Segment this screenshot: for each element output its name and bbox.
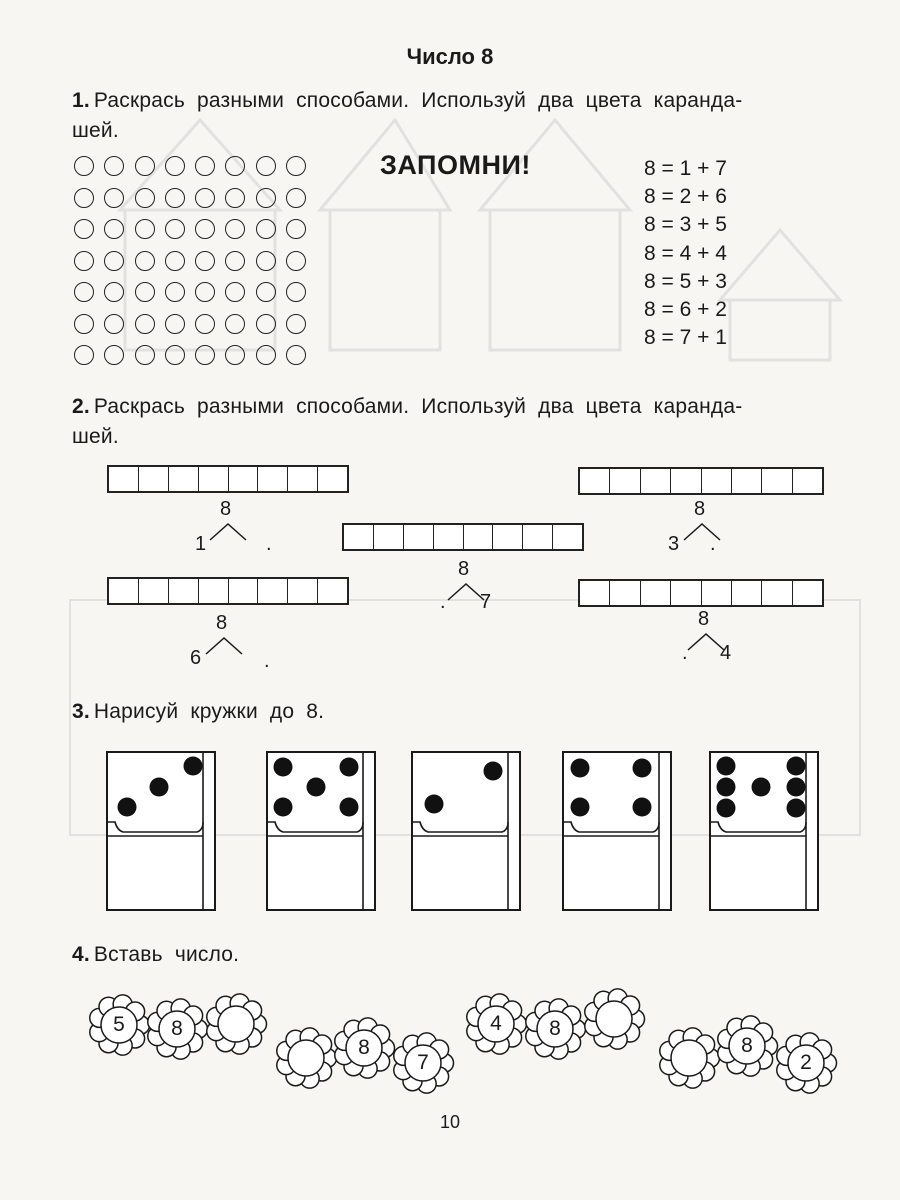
equation: 8 = 2 + 6 bbox=[644, 185, 727, 209]
coloring-circle[interactable] bbox=[256, 188, 276, 208]
coloring-circle[interactable] bbox=[74, 314, 94, 334]
number-tree bbox=[190, 498, 280, 558]
tree-whole: 8 bbox=[694, 498, 706, 520]
coloring-circle[interactable] bbox=[74, 156, 94, 176]
remember-heading: ЗАПОМНИ! bbox=[380, 150, 531, 180]
coloring-circle[interactable] bbox=[104, 282, 124, 302]
equation: 8 = 3 + 5 bbox=[644, 213, 727, 237]
tree-part-right: 7 bbox=[480, 591, 492, 613]
color-strip[interactable] bbox=[107, 577, 349, 605]
task-1-instruction bbox=[72, 86, 742, 146]
coloring-circle[interactable] bbox=[256, 251, 276, 271]
coloring-circle[interactable] bbox=[195, 345, 215, 365]
coloring-circle[interactable] bbox=[225, 156, 245, 176]
tree-part-left[interactable]: . bbox=[440, 591, 446, 613]
task-2-number: 2. bbox=[72, 395, 90, 418]
flower[interactable] bbox=[390, 1030, 456, 1096]
coloring-circle[interactable] bbox=[225, 314, 245, 334]
coloring-circle[interactable] bbox=[104, 156, 124, 176]
tree-whole: 8 bbox=[216, 612, 228, 634]
coloring-circle[interactable] bbox=[135, 188, 155, 208]
flower[interactable] bbox=[203, 991, 269, 1057]
tree-branches bbox=[682, 522, 722, 542]
coloring-circle[interactable] bbox=[195, 282, 215, 302]
tree-whole: 8 bbox=[698, 608, 710, 630]
coloring-circle[interactable] bbox=[195, 314, 215, 334]
task-4-text: Вставь число. bbox=[93, 943, 240, 966]
task-3-instruction bbox=[72, 697, 324, 727]
coloring-circle[interactable] bbox=[74, 282, 94, 302]
coloring-circle[interactable] bbox=[135, 219, 155, 239]
coloring-circle[interactable] bbox=[256, 345, 276, 365]
task-4-number: 4. bbox=[72, 943, 90, 966]
task-3-text: Нарисуй кружки до 8. bbox=[93, 700, 325, 723]
tree-branches bbox=[204, 636, 244, 656]
coloring-circle[interactable] bbox=[225, 219, 245, 239]
coloring-circle[interactable] bbox=[135, 282, 155, 302]
equation-list bbox=[644, 155, 727, 352]
coloring-circle[interactable] bbox=[165, 188, 185, 208]
tree-part-left[interactable]: . bbox=[682, 642, 688, 664]
tree-part-right[interactable]: . bbox=[710, 533, 716, 555]
page-number: 10 bbox=[439, 1112, 461, 1132]
task-1-number: 1. bbox=[72, 89, 90, 112]
tree-part-left: 6 bbox=[190, 647, 202, 669]
flower[interactable] bbox=[581, 986, 647, 1052]
coloring-circle[interactable] bbox=[286, 314, 306, 334]
coloring-circle[interactable] bbox=[135, 345, 155, 365]
coloring-circle[interactable] bbox=[165, 251, 185, 271]
domino-card[interactable] bbox=[105, 750, 217, 912]
tree-part-left: 1 bbox=[195, 533, 207, 555]
coloring-circle[interactable] bbox=[225, 345, 245, 365]
tree-whole: 8 bbox=[458, 558, 470, 580]
task-2-text-line-1: Раскрась разными способами. Используй два цвета каранда- bbox=[93, 395, 743, 418]
domino-outline bbox=[105, 750, 217, 912]
coloring-circle[interactable] bbox=[74, 219, 94, 239]
task-4-instruction bbox=[72, 940, 239, 970]
coloring-circle[interactable] bbox=[225, 251, 245, 271]
color-strip[interactable] bbox=[342, 523, 584, 551]
flower-number: 2 bbox=[800, 1051, 812, 1074]
coloring-circle[interactable] bbox=[135, 156, 155, 176]
coloring-circle[interactable] bbox=[195, 219, 215, 239]
tree-part-right[interactable]: . bbox=[264, 650, 270, 672]
flower[interactable] bbox=[656, 1025, 722, 1091]
coloring-circle[interactable] bbox=[286, 188, 306, 208]
flower[interactable] bbox=[273, 1025, 339, 1091]
coloring-circle[interactable] bbox=[165, 314, 185, 334]
flower[interactable] bbox=[86, 992, 152, 1058]
domino-card[interactable] bbox=[265, 750, 377, 912]
coloring-circle[interactable] bbox=[286, 251, 306, 271]
flower[interactable] bbox=[522, 996, 588, 1062]
coloring-circle[interactable] bbox=[286, 345, 306, 365]
coloring-circle[interactable] bbox=[104, 345, 124, 365]
domino-outline bbox=[410, 750, 522, 912]
domino-outline bbox=[265, 750, 377, 912]
coloring-circle[interactable] bbox=[104, 251, 124, 271]
coloring-circle[interactable] bbox=[286, 156, 306, 176]
coloring-circle[interactable] bbox=[165, 156, 185, 176]
flower-number: 8 bbox=[358, 1036, 370, 1059]
domino-card[interactable] bbox=[561, 750, 673, 912]
coloring-circle-grid bbox=[72, 154, 308, 367]
tree-branches bbox=[208, 522, 248, 542]
coloring-circle[interactable] bbox=[195, 156, 215, 176]
coloring-circle[interactable] bbox=[135, 314, 155, 334]
coloring-circle[interactable] bbox=[286, 282, 306, 302]
flower-number: 8 bbox=[171, 1017, 183, 1040]
tree-part-right[interactable]: . bbox=[266, 533, 272, 555]
flower-number: 8 bbox=[741, 1034, 753, 1057]
coloring-circle[interactable] bbox=[104, 219, 124, 239]
flower-number bbox=[203, 991, 269, 1057]
coloring-circle[interactable] bbox=[104, 188, 124, 208]
coloring-circle[interactable] bbox=[104, 314, 124, 334]
domino-card[interactable] bbox=[410, 750, 522, 912]
equation: 8 = 7 + 1 bbox=[644, 326, 727, 350]
domino-card[interactable] bbox=[708, 750, 820, 912]
flower-number: 5 bbox=[113, 1013, 125, 1036]
flower[interactable] bbox=[463, 991, 529, 1057]
coloring-circle[interactable] bbox=[195, 188, 215, 208]
color-strip[interactable] bbox=[107, 465, 349, 493]
coloring-circle[interactable] bbox=[256, 156, 276, 176]
coloring-circle[interactable] bbox=[225, 282, 245, 302]
tree-part-right: 4 bbox=[720, 642, 732, 664]
tree-part-left: 3 bbox=[668, 533, 680, 555]
flower-number bbox=[581, 986, 647, 1052]
flower-number: 8 bbox=[549, 1017, 561, 1040]
flower-number bbox=[273, 1025, 339, 1091]
coloring-circle[interactable] bbox=[74, 251, 94, 271]
coloring-circle[interactable] bbox=[195, 251, 215, 271]
task-2-instruction bbox=[72, 392, 742, 452]
flower[interactable] bbox=[331, 1015, 397, 1081]
coloring-circle[interactable] bbox=[165, 219, 185, 239]
flower-number bbox=[656, 1025, 722, 1091]
number-tree bbox=[680, 608, 770, 668]
coloring-circle[interactable] bbox=[256, 219, 276, 239]
number-tree bbox=[440, 558, 530, 618]
task-1-text-line-1: Раскрась разными способами. Используй два цвета каранда- bbox=[93, 89, 743, 112]
flower-number: 4 bbox=[490, 1012, 502, 1035]
flower[interactable] bbox=[773, 1030, 839, 1096]
flower[interactable] bbox=[144, 996, 210, 1062]
task-2-text-line-2: шей. bbox=[72, 425, 119, 448]
coloring-circle[interactable] bbox=[256, 314, 276, 334]
task-1-text-line-2: шей. bbox=[72, 119, 119, 142]
color-strip[interactable] bbox=[578, 579, 824, 607]
coloring-circle[interactable] bbox=[74, 188, 94, 208]
task-3-number: 3. bbox=[72, 700, 90, 723]
equation: 8 = 5 + 3 bbox=[644, 269, 727, 293]
coloring-circle[interactable] bbox=[225, 188, 245, 208]
equation: 8 = 4 + 4 bbox=[644, 241, 727, 265]
flower[interactable] bbox=[714, 1013, 780, 1079]
coloring-circle[interactable] bbox=[286, 219, 306, 239]
tree-whole: 8 bbox=[220, 498, 232, 520]
number-tree bbox=[190, 612, 280, 672]
domino-outline bbox=[561, 750, 673, 912]
page-title: Число 8 bbox=[406, 44, 494, 69]
coloring-circle[interactable] bbox=[165, 345, 185, 365]
color-strip[interactable] bbox=[578, 467, 824, 495]
coloring-circle[interactable] bbox=[165, 282, 185, 302]
domino-outline bbox=[708, 750, 820, 912]
number-tree bbox=[666, 498, 756, 558]
flower-number: 7 bbox=[417, 1051, 429, 1074]
coloring-circle[interactable] bbox=[74, 345, 94, 365]
coloring-circle[interactable] bbox=[256, 282, 276, 302]
equation: 8 = 1 + 7 bbox=[644, 157, 727, 180]
equation: 8 = 6 + 2 bbox=[644, 298, 727, 322]
coloring-circle[interactable] bbox=[135, 251, 155, 271]
